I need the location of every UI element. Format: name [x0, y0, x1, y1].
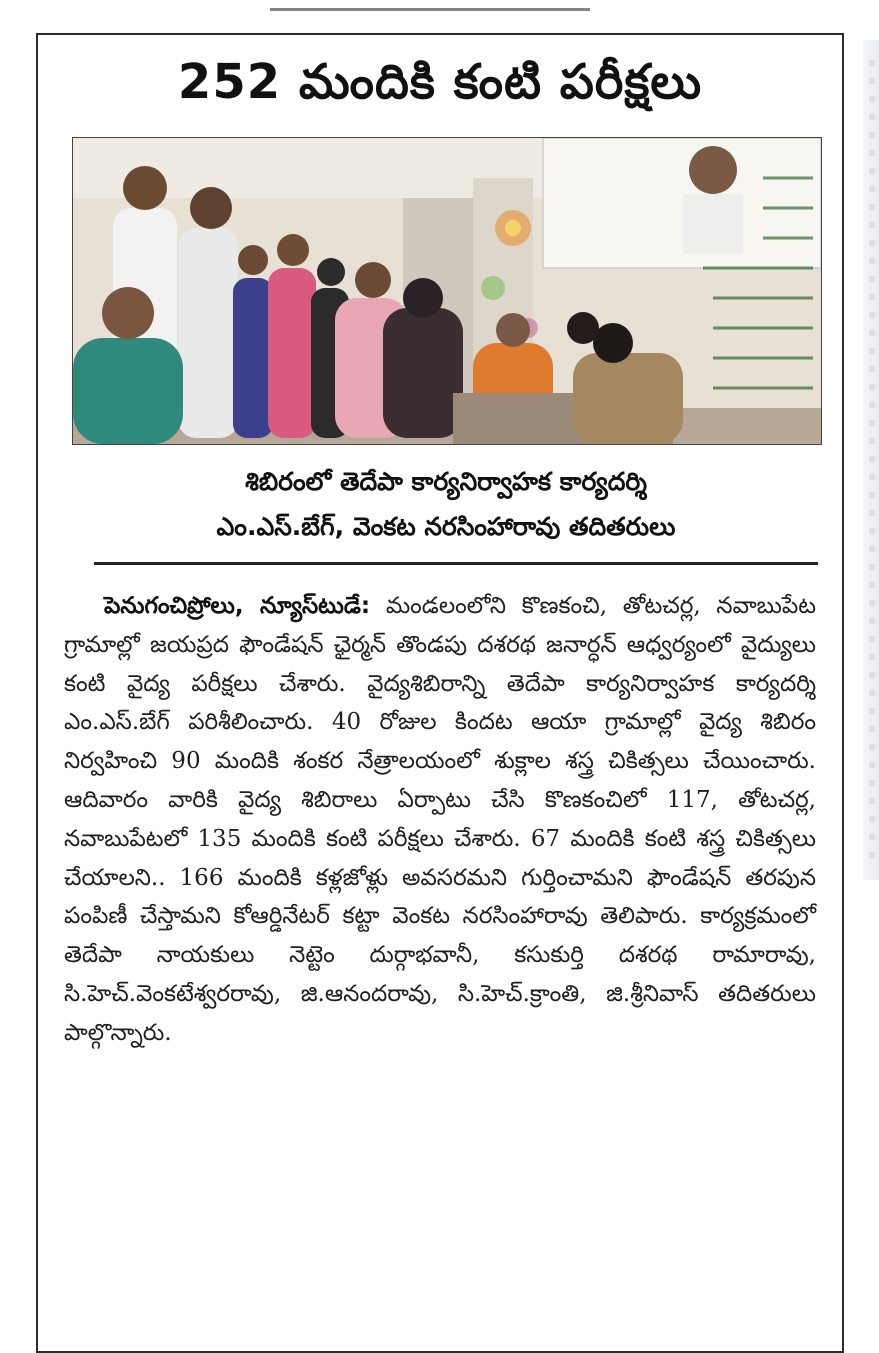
article-photo [72, 137, 822, 445]
article-body [64, 587, 816, 1053]
article-headline: 252 మందికి కంటి పరీక్షలు [177, 54, 703, 110]
photo-caption [72, 459, 820, 549]
caption-line-1: శిబిరంలో తెదేపా కార్యనిర్వాహక కార్యదర్శి [245, 467, 647, 496]
caption-line-2: ఎం.ఎస్.బేగ్, వెంకట నరసింహారావు తదితరులు [216, 512, 676, 541]
top-edge-fragment [0, 0, 879, 18]
dateline: పెనుగంచిప్రోలు, న్యూస్‌టుడే: [104, 593, 371, 619]
body-text: మండలంలోని కొణకంచి, తోటచర్ల, నవాబుపేట గ్రామాల్లో జయప్రద ఫౌండేషన్ ఛైర్మన్ తొండపు దశరథ జనార్ధన్ ఆధ్వర్యంలో వైద్యులు కంటి వైద్య పరీక్షలు చేశారు. వైద్యశిబిరాన్ని తెదేపా కార్యనిర్వాహక కార్యదర్శి ఎం.ఎస్.బేగ్ పరిశీలించారు. 40 రోజుల కిందట ఆయా గ్రామాల్లో వైద్య శిబిరం నిర్వహించి 90 మందికి శంకర నేత్రాలయంలో శుక్లాల శస్త్ర చికిత్సలు చేయించారు. ఆదివారం వారికి వైద్య శిబిరాలు ఏర్పాటు చేసి కొణకంచిలో 117, తోటచర్ల, నవాబుపేటలో 135 మందికి కంటి పరీక్షలు చేశారు. 67 మందికి కంటి శస్త్ర చికిత్సలు చేయాలని.. 166 మందికి కళ్లజోళ్లు అవసరమని గుర్తించామని ఫౌండేషన్ తరపున పంపిణీ చేస్తామని కోఆర్డినేటర్ కట్టా వెంకట నరసింహారావు తెలిపారు. కార్యక్రమంలో తెదేపా నాయకులు నెట్టెం దుర్గాభవానీ, కసుకుర్తి దశరథ రామారావు, సి.హెచ్.వెంకటేశ్వరరావు, జి.ఆనందరావు, సి.హెచ్.క్రాంతి, జి.శ్రీనివాస్ తదితరులు పాల్గొన్నారు. [64, 593, 816, 1046]
previous-article-fragment [270, 0, 590, 11]
photo-scene-illustration [73, 138, 821, 444]
news-article [36, 33, 844, 1353]
neighbour-column-ink [869, 60, 875, 860]
caption-divider [94, 562, 818, 565]
right-edge-strip [863, 40, 879, 880]
body-paragraph [64, 587, 816, 1053]
